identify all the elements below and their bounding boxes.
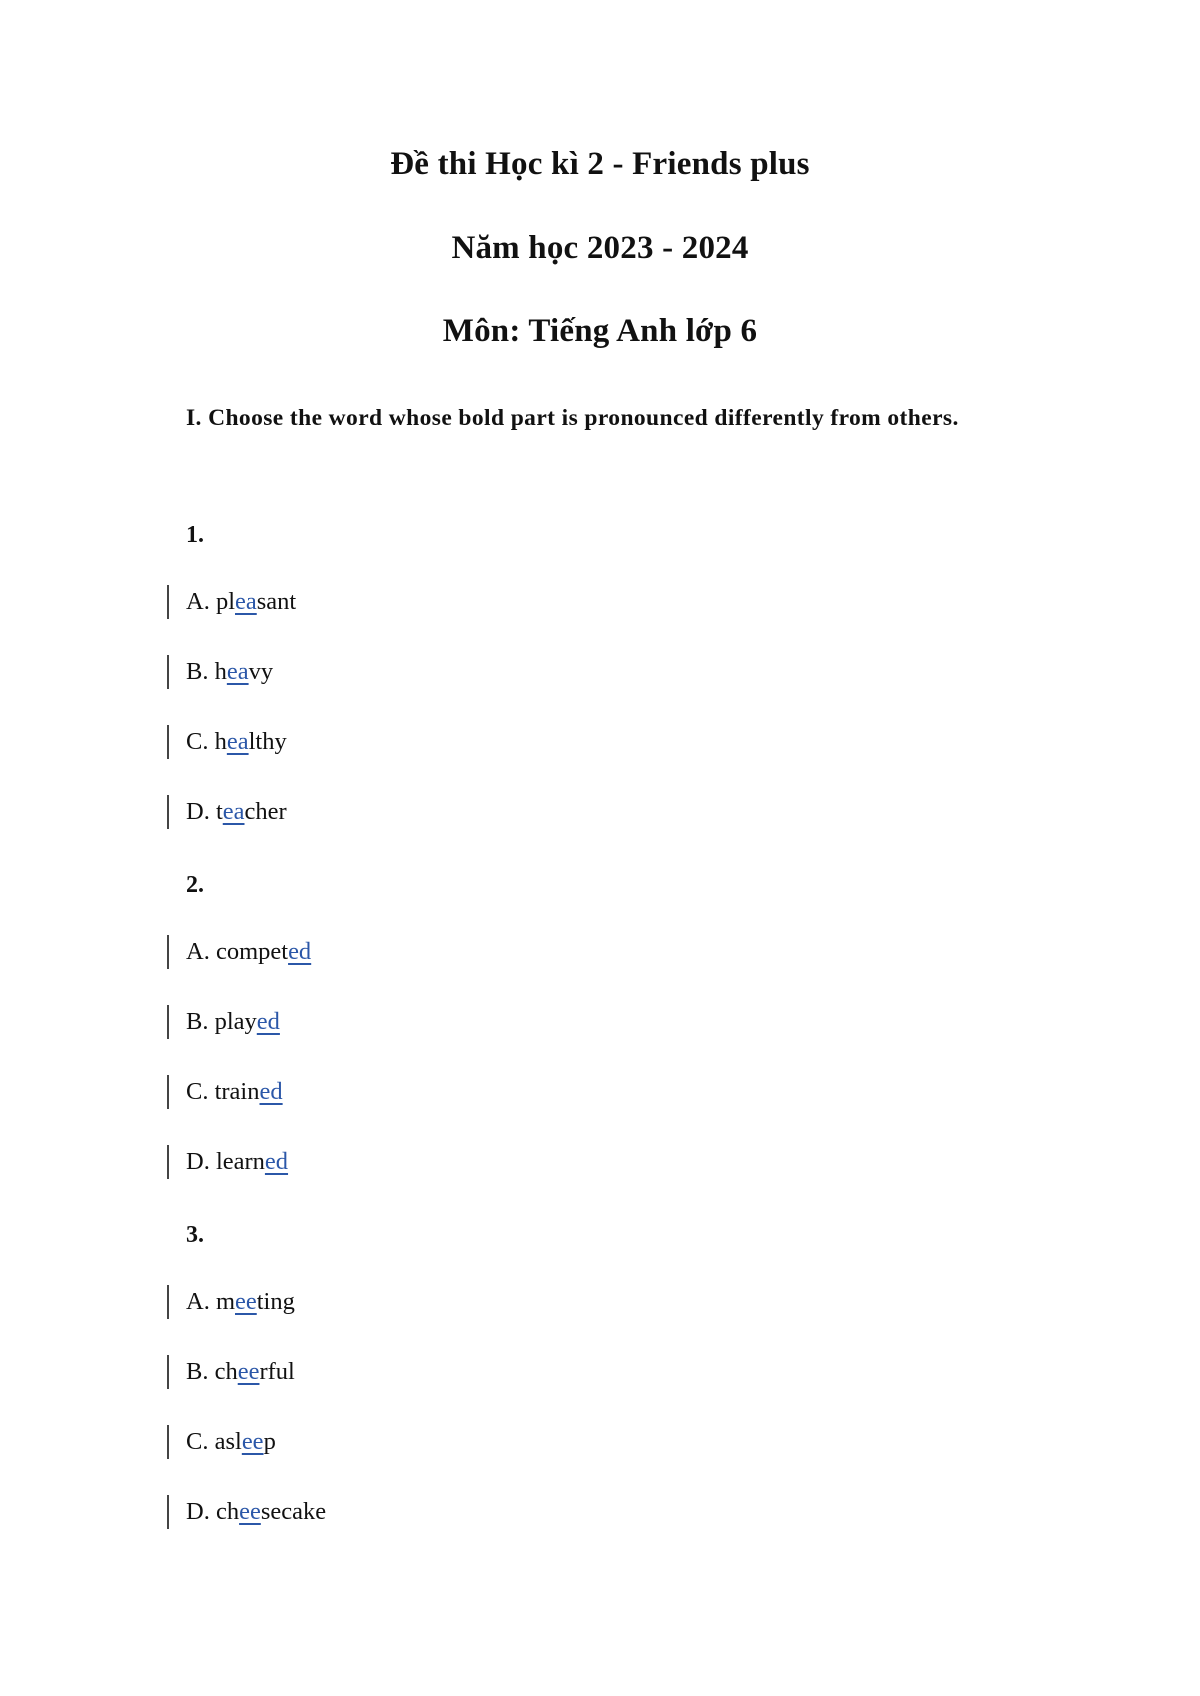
revision-bar: [167, 585, 169, 619]
marked-letters: ee: [239, 1498, 261, 1525]
revision-bar: [167, 1355, 169, 1389]
option-3a: A. meeting: [186, 1288, 295, 1315]
revision-bar: [167, 935, 169, 969]
subject-title: Môn: Tiếng Anh lớp 6: [442, 313, 758, 349]
marked-letters: ee: [237, 1358, 260, 1385]
revision-bar: [167, 795, 169, 829]
marked-letters: ea: [222, 798, 245, 825]
option-3b: B. cheerful: [186, 1358, 295, 1385]
revision-bar: [167, 1005, 169, 1039]
revision-bar: [167, 1145, 169, 1179]
marked-letters: ed: [256, 1008, 280, 1035]
revision-bar: [167, 655, 169, 689]
marked-letters: ed: [259, 1078, 283, 1105]
school-year: Năm học 2023 - 2024: [451, 230, 749, 266]
marked-letters: ea: [235, 588, 257, 615]
question-number-2: 2.: [186, 872, 204, 898]
marked-letters: ed: [264, 1148, 289, 1175]
option-3c: C. asleep: [186, 1428, 276, 1455]
option-2c: C. trained: [186, 1078, 283, 1105]
revision-bar: [167, 1075, 169, 1109]
option-1b: B. heavy: [186, 658, 274, 685]
option-1c: C. healthy: [186, 728, 287, 755]
question-number-3: 3.: [186, 1222, 204, 1248]
option-2a: A. competed: [186, 938, 312, 965]
marked-letters: ea: [226, 728, 249, 755]
revision-bar: [167, 725, 169, 759]
exam-title: Đề thi Học kì 2 - Friends plus: [390, 146, 810, 182]
option-1a: A. pleasant: [186, 588, 297, 615]
marked-letters: ee: [235, 1288, 257, 1315]
marked-letters: ed: [288, 938, 312, 965]
option-2b: B. played: [186, 1008, 280, 1035]
question-number-1: 1.: [186, 522, 204, 548]
revision-bar: [167, 1495, 169, 1529]
marked-letters: ea: [226, 658, 249, 685]
option-1d: D. teacher: [186, 798, 287, 825]
revision-bar: [167, 1425, 169, 1459]
revision-bar: [167, 1285, 169, 1319]
section-instruction: I. Choose the word whose bold part is pronounced differently from others.: [186, 405, 959, 431]
option-2d: D. learned: [186, 1148, 289, 1175]
marked-letters: ee: [241, 1428, 264, 1455]
option-3d: D. cheesecake: [186, 1498, 327, 1525]
